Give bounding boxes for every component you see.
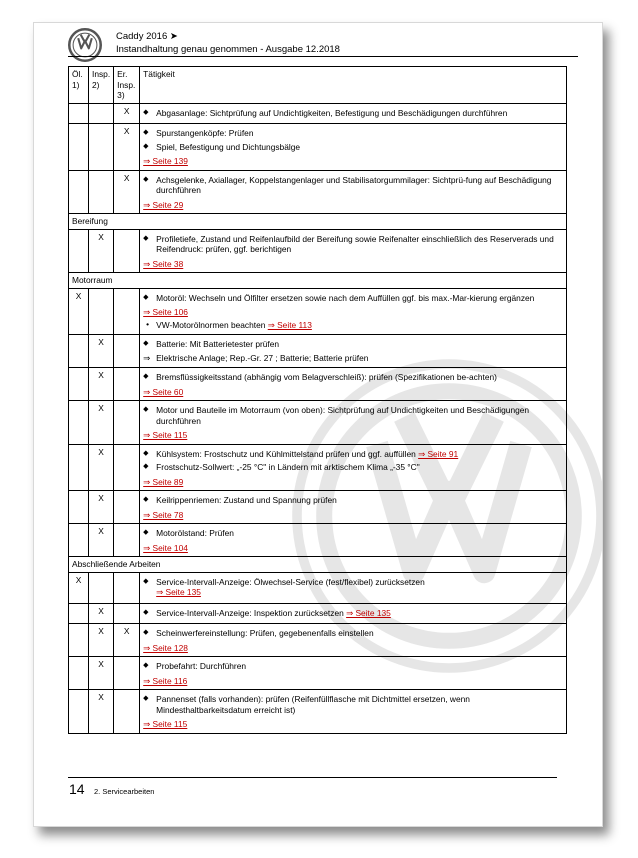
bullet-diamond-icon: ◆ bbox=[143, 577, 149, 585]
activity-text: Achsgelenke, Axiallager, Koppelstangenlager und Stabilisatorgummilager: Sichtprü-fung auf Beschädigung durchführen bbox=[156, 174, 552, 195]
bullet-diamond-icon: ◆ bbox=[143, 496, 149, 503]
sub-item-text: VW-Motorölnormen beachten bbox=[156, 319, 266, 330]
header-divider bbox=[68, 56, 578, 57]
bullet-diamond-icon: ◆ bbox=[143, 129, 149, 136]
bullet-diamond-icon: ◆ bbox=[143, 662, 149, 669]
table-row bbox=[69, 572, 567, 603]
section-title-abschluss: Abschließende Arbeiten bbox=[69, 557, 567, 573]
bullet-diamond-icon: ◆ bbox=[143, 142, 149, 150]
section-row bbox=[69, 214, 567, 230]
table-row bbox=[69, 368, 567, 401]
bullet-diamond-icon: ◆ bbox=[143, 340, 149, 347]
activity-subtext: Frostschutz-Sollwert: „-25 °C" in Ländern mit arktischem Klima „-35 °C" bbox=[156, 462, 420, 472]
page-reference-link[interactable]: ⇒ Seite 135 bbox=[156, 587, 201, 597]
table-row bbox=[69, 170, 567, 214]
page-reference-link[interactable]: ⇒ Seite 104 bbox=[143, 542, 188, 553]
mark-x: X bbox=[89, 229, 114, 273]
table-row bbox=[69, 657, 567, 690]
section-title-bereifung: Bereifung bbox=[69, 214, 567, 230]
bullet-diamond-icon: ◆ bbox=[143, 406, 149, 413]
cross-reference-text: Elektrische Anlage; Rep.-Gr. 27 ; Batterie; Batterie prüfen bbox=[156, 352, 369, 363]
page-reference-link[interactable]: ⇒ Seite 116 bbox=[143, 675, 188, 686]
mark-x: X bbox=[89, 690, 114, 734]
table-row bbox=[69, 524, 567, 557]
table-row bbox=[69, 335, 567, 368]
table-row bbox=[69, 401, 567, 445]
mark-x: X bbox=[89, 624, 114, 657]
activity-text: Motorölstand: Prüfen bbox=[156, 528, 234, 538]
maintenance-table bbox=[68, 66, 567, 734]
mark-x: X bbox=[114, 103, 140, 124]
page-reference-link[interactable]: ⇒ Seite 115 bbox=[143, 719, 188, 729]
mark-x: X bbox=[89, 603, 114, 624]
activity-text: Probefahrt: Durchführen bbox=[156, 661, 247, 671]
bullet-diamond-icon: ◆ bbox=[143, 108, 149, 116]
activity-text: Kühlsystem: Frostschutz und Kühlmittelstand prüfen und ggf. auffüllen bbox=[156, 448, 416, 459]
page-reference-link[interactable]: ⇒ Seite 29 bbox=[143, 199, 184, 210]
section-row bbox=[69, 557, 567, 573]
page-reference-link[interactable]: ⇒ Seite 78 bbox=[143, 509, 184, 520]
page-reference-link[interactable]: ⇒ Seite 106 bbox=[143, 307, 188, 317]
page-reference-link[interactable]: ⇒ Seite 91 bbox=[418, 448, 459, 459]
table-row bbox=[69, 603, 567, 624]
activity-text: Abgasanlage: Sichtprüfung auf Undichtigkeiten, Befestigung und Beschädigungen durchführen bbox=[156, 107, 508, 118]
activity-text: Keilrippenriemen: Zustand und Spannung prüfen bbox=[156, 495, 337, 505]
page-reference-link[interactable]: ⇒ Seite 113 bbox=[267, 319, 312, 330]
activity-text: Batterie: Mit Batterietester prüfen bbox=[156, 339, 280, 349]
bullet-diamond-icon: ◆ bbox=[143, 608, 149, 616]
activity-text: Profiletiefe, Zustand und Reifenlaufbild der Bereifung sowie Reifenalter einschließlich des Reserverads und Reifendruck: prüfen, ggf. berichtigen bbox=[156, 233, 554, 254]
mark-x: X bbox=[89, 524, 114, 557]
col-header-inspection: Insp. 2) bbox=[89, 67, 114, 104]
page-reference-link[interactable]: ⇒ Seite 89 bbox=[143, 476, 184, 487]
table-row bbox=[69, 288, 567, 335]
mark-x: X bbox=[89, 401, 114, 445]
mark-x: X bbox=[114, 624, 140, 657]
bullet-dot-icon: • bbox=[146, 318, 150, 329]
table-row bbox=[69, 124, 567, 171]
activity-subtext: Spiel, Befestigung und Dichtungsbälge bbox=[156, 141, 301, 152]
bullet-diamond-icon: ◆ bbox=[143, 463, 149, 470]
bullet-diamond-icon: ◆ bbox=[143, 175, 149, 183]
table-row bbox=[69, 103, 567, 124]
document-page bbox=[33, 22, 603, 827]
page-number: 14 bbox=[69, 781, 85, 797]
mark-x: X bbox=[69, 572, 89, 603]
table-row bbox=[69, 690, 567, 734]
activity-text: Motoröl: Wechseln und Ölfilter ersetzen sowie nach dem Auffüllen ggf. bis max.-Mar-kierung ergänzen bbox=[156, 292, 535, 303]
page-reference-link[interactable]: ⇒ Seite 38 bbox=[143, 258, 184, 269]
bullet-diamond-icon: ◆ bbox=[143, 695, 149, 702]
table-header-row bbox=[69, 67, 567, 104]
mark-x: X bbox=[89, 657, 114, 690]
mark-x: X bbox=[114, 170, 140, 214]
mark-x: X bbox=[114, 124, 140, 171]
col-header-extended-inspection: Er. Insp. 3) bbox=[114, 67, 140, 104]
activity-text: Pannenset (falls vorhanden): prüfen (Reifenfüllflasche mit Dichtmittel ersetzen, wenn Mindesthaltbarkeitsdatum erreicht ist) bbox=[156, 694, 470, 715]
bullet-diamond-icon: ◆ bbox=[143, 234, 149, 242]
activity-text: Service-Intervall-Anzeige: Inspektion zurücksetzen bbox=[156, 607, 344, 618]
bullet-diamond-icon: ◆ bbox=[143, 293, 149, 301]
page-reference-link[interactable]: ⇒ Seite 115 bbox=[143, 430, 188, 440]
bullet-diamond-icon: ◆ bbox=[143, 449, 149, 457]
mark-x: X bbox=[89, 444, 114, 491]
arrow-right-icon: ⇒ bbox=[143, 352, 151, 363]
section-row bbox=[69, 273, 567, 289]
bullet-diamond-icon: ◆ bbox=[143, 629, 149, 636]
footer-divider bbox=[68, 777, 557, 778]
activity-text: Bremsflüssigkeitsstand (abhängig vom Belagverschleiß): prüfen (Spezifikationen be-achten) bbox=[156, 372, 497, 382]
page-reference-link[interactable]: ⇒ Seite 135 bbox=[346, 607, 391, 618]
document-title: Caddy 2016 ➤ bbox=[116, 31, 178, 42]
page-reference-link[interactable]: ⇒ Seite 128 bbox=[143, 642, 188, 653]
table-row bbox=[69, 229, 567, 273]
activity-text: Service-Intervall-Anzeige: Ölwechsel-Service (fest/flexibel) zurücksetzen bbox=[156, 576, 425, 587]
activity-text: Scheinwerfereinstellung: Prüfen, gegebenenfalls einstellen bbox=[156, 628, 374, 638]
page-reference-link[interactable]: ⇒ Seite 139 bbox=[143, 156, 188, 166]
mark-x: X bbox=[89, 491, 114, 524]
col-header-oil: Öl. 1) bbox=[69, 67, 89, 104]
page-reference-link[interactable]: ⇒ Seite 60 bbox=[143, 386, 184, 397]
table-row bbox=[69, 491, 567, 524]
table-row bbox=[69, 624, 567, 657]
section-title-motorraum: Motorraum bbox=[69, 273, 567, 289]
mark-x: X bbox=[89, 368, 114, 401]
mark-x: X bbox=[69, 288, 89, 335]
col-header-activity: Tätigkeit bbox=[140, 67, 567, 104]
bullet-diamond-icon: ◆ bbox=[143, 529, 149, 536]
document-subtitle: Instandhaltung genau genommen - Ausgabe 12.2018 bbox=[116, 44, 340, 55]
activity-text: Spurstangenköpfe: Prüfen bbox=[156, 128, 254, 138]
table-row bbox=[69, 444, 567, 491]
bullet-diamond-icon: ◆ bbox=[143, 373, 149, 380]
mark-x: X bbox=[89, 335, 114, 368]
activity-text: Motor und Bauteile im Motorraum (von oben): Sichtprüfung auf Undichtigkeiten und Beschädigungen durchführen bbox=[156, 405, 530, 426]
footer-section: 2. Servicearbeiten bbox=[94, 787, 155, 796]
